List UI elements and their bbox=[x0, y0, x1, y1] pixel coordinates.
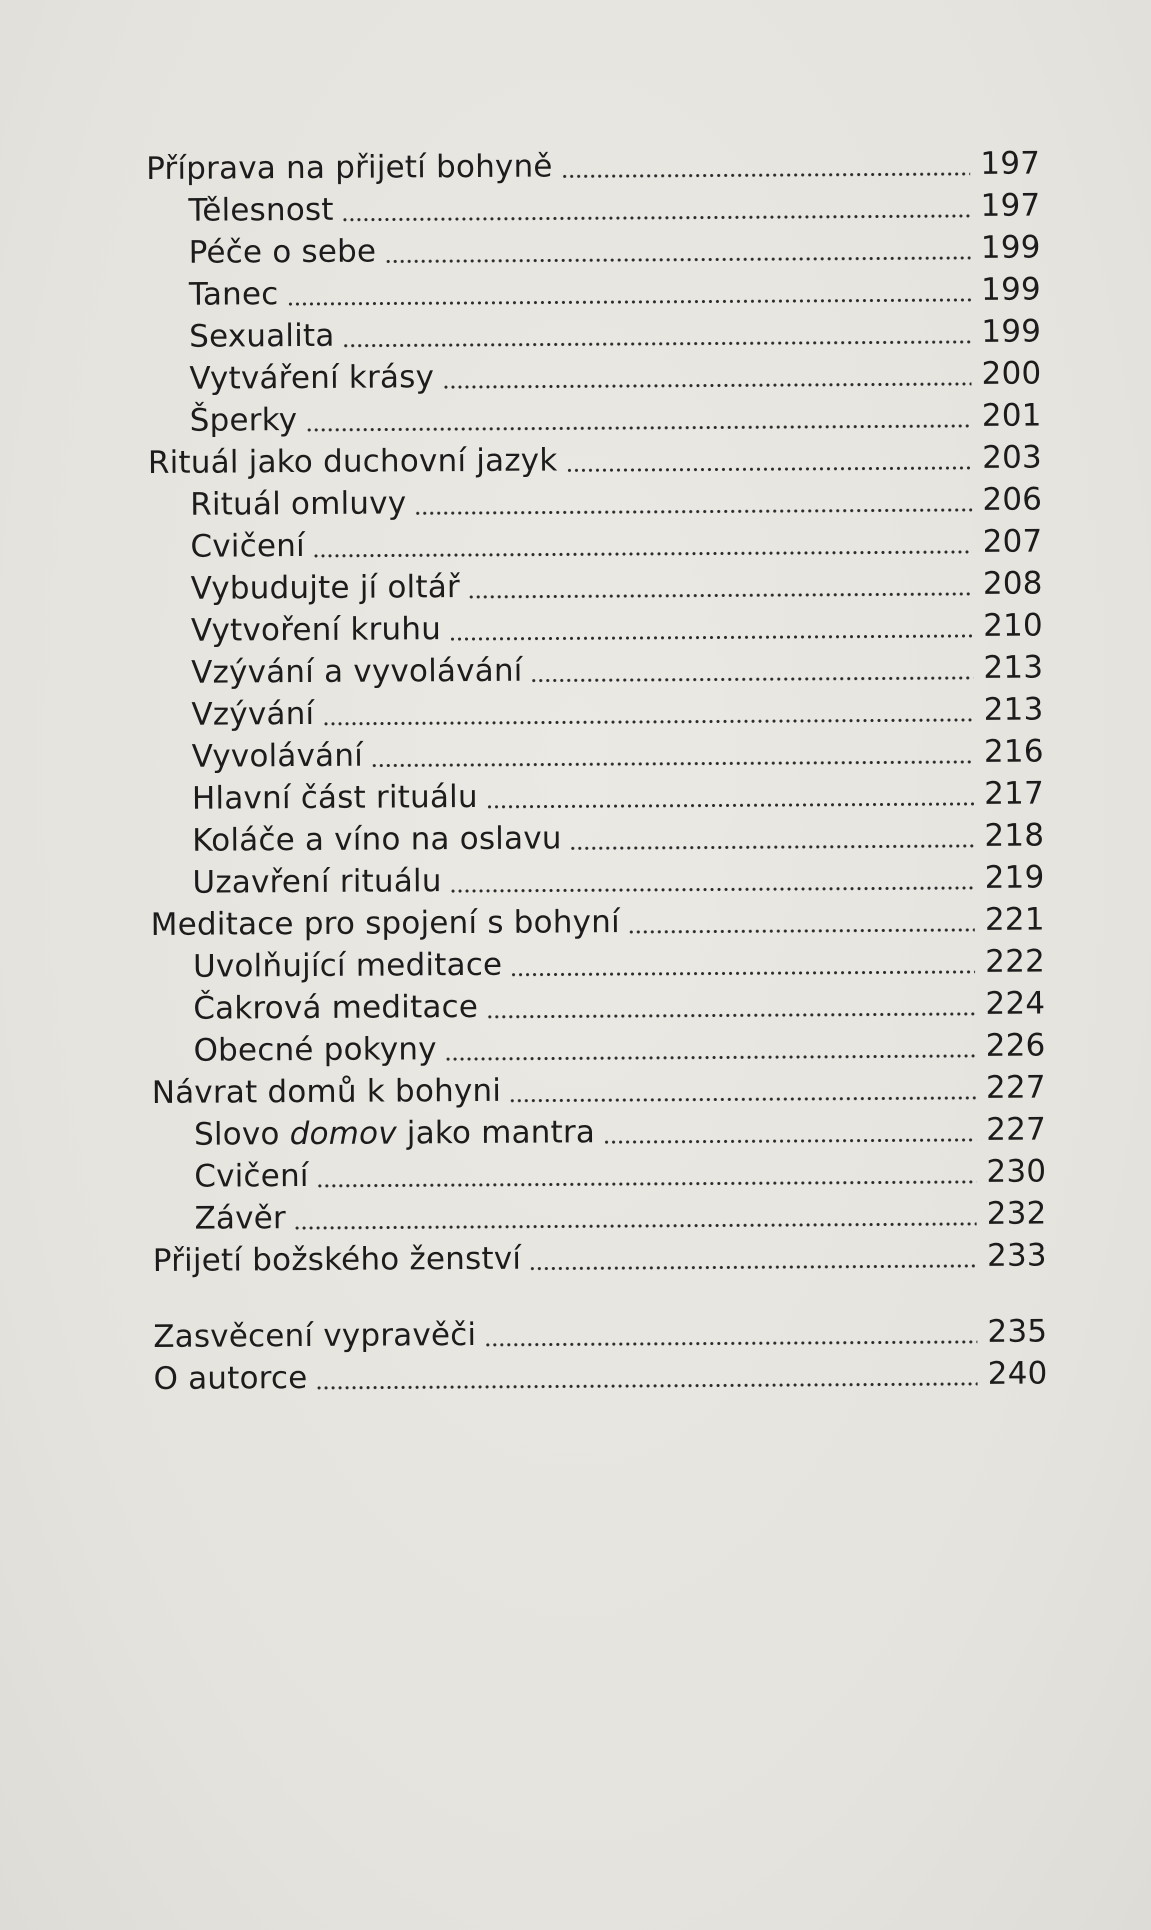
toc-entry-title: Péče o sebe bbox=[188, 233, 377, 271]
toc-entry-page: 210 bbox=[983, 607, 1044, 644]
dot-leader bbox=[570, 844, 975, 850]
toc-entry-title: Návrat domů k bohyni bbox=[151, 1072, 502, 1111]
toc-entry-title: Koláče a víno na oslavu bbox=[192, 820, 562, 859]
toc-entry-page: 218 bbox=[984, 817, 1045, 854]
toc-entry-title: Příprava na přijetí bohyně bbox=[146, 148, 553, 187]
toc-entry-page: 213 bbox=[983, 691, 1044, 728]
table-of-contents bbox=[140, 143, 1048, 1400]
toc-entry-page: 201 bbox=[981, 397, 1042, 434]
toc-entry-title: Tělesnost bbox=[188, 191, 334, 229]
toc-entry-title: Sexualita bbox=[189, 317, 335, 355]
toc-entry-page: 230 bbox=[986, 1153, 1047, 1190]
toc-entry bbox=[141, 227, 1041, 274]
toc-entry-title-emphasis: domov bbox=[289, 1115, 397, 1153]
toc-entry-page: 232 bbox=[986, 1195, 1047, 1232]
toc-entry-title: O autorce bbox=[153, 1360, 308, 1397]
dot-leader bbox=[529, 1264, 977, 1271]
toc-entry-title: Zasvěcení vypravěči bbox=[153, 1316, 477, 1355]
toc-entry-title: Rituál omluvy bbox=[190, 485, 407, 523]
toc-entry-page: 224 bbox=[985, 985, 1046, 1022]
toc-entry-page: 199 bbox=[980, 271, 1041, 308]
toc-entry-title: Vzývání a vyvolávání bbox=[191, 652, 523, 691]
toc-entry bbox=[145, 940, 1045, 987]
dot-leader bbox=[445, 1054, 976, 1061]
toc-entry bbox=[147, 1310, 1047, 1357]
toc-entry bbox=[141, 352, 1041, 399]
toc-entry-page: 233 bbox=[986, 1237, 1047, 1274]
toc-entry bbox=[145, 898, 1045, 945]
toc-entry-page: 227 bbox=[985, 1069, 1046, 1106]
dot-leader bbox=[317, 1180, 977, 1188]
dot-leader bbox=[561, 172, 970, 179]
dot-leader bbox=[294, 1222, 977, 1230]
toc-entry-title: Vzývání bbox=[191, 695, 315, 733]
toc-entry-title: Uzavření rituálu bbox=[192, 863, 442, 901]
dot-leader bbox=[486, 1012, 975, 1019]
toc-entry bbox=[144, 772, 1044, 819]
dot-leader bbox=[449, 634, 973, 641]
dot-leader bbox=[603, 1138, 976, 1144]
toc-entry-title: Meditace pro spojení s bohyní bbox=[150, 904, 620, 943]
toc-entry-page: 240 bbox=[987, 1355, 1048, 1392]
toc-entry bbox=[142, 394, 1042, 441]
toc-entry bbox=[146, 1066, 1046, 1113]
toc-entry-title: Obecné pokyny bbox=[193, 1031, 437, 1069]
dot-leader bbox=[531, 676, 974, 683]
toc-entry bbox=[141, 268, 1041, 315]
toc-entry-page: 219 bbox=[984, 859, 1045, 896]
dot-leader bbox=[287, 298, 971, 306]
toc-entry-title: Vytvoření kruhu bbox=[190, 611, 442, 649]
toc-entry-title: Hlavní část rituálu bbox=[191, 778, 478, 817]
toc-entry bbox=[142, 436, 1042, 483]
toc-entry bbox=[143, 562, 1043, 609]
toc-entry-title-part: Slovo bbox=[193, 1116, 290, 1153]
toc-entry-page: 235 bbox=[987, 1313, 1048, 1350]
toc-entry-page: 208 bbox=[982, 565, 1043, 602]
toc-entry-title-part: jako mantra bbox=[396, 1114, 596, 1152]
dot-leader bbox=[565, 466, 971, 472]
dot-leader bbox=[468, 592, 973, 599]
toc-entry bbox=[142, 478, 1042, 525]
toc-entry bbox=[143, 604, 1043, 651]
dot-leader bbox=[313, 550, 973, 558]
toc-entry-page: 213 bbox=[983, 649, 1044, 686]
toc-entry-page: 203 bbox=[982, 439, 1043, 476]
toc-entry-title: Cvičení bbox=[190, 528, 305, 565]
dot-leader bbox=[384, 256, 970, 264]
toc-entry-page: 197 bbox=[980, 145, 1041, 182]
toc-entry-title: Tanec bbox=[188, 276, 279, 313]
dot-leader bbox=[371, 760, 974, 768]
toc-entry bbox=[144, 814, 1044, 861]
toc-entry bbox=[144, 730, 1044, 777]
toc-entry bbox=[145, 982, 1045, 1029]
dot-leader bbox=[450, 886, 975, 893]
toc-entry-page: 206 bbox=[982, 481, 1043, 518]
toc-entry-page: 216 bbox=[983, 733, 1044, 770]
toc-entry bbox=[143, 688, 1043, 735]
toc-entry-page: 207 bbox=[982, 523, 1043, 560]
toc-entry-page: 199 bbox=[980, 229, 1041, 266]
toc-entry bbox=[144, 856, 1044, 903]
toc-entry bbox=[147, 1352, 1047, 1399]
toc-entry bbox=[146, 1108, 1046, 1155]
dot-leader bbox=[322, 718, 973, 726]
toc-entry-page: 221 bbox=[984, 901, 1045, 938]
dot-leader bbox=[510, 970, 975, 977]
toc-entry bbox=[146, 1150, 1046, 1197]
dot-leader bbox=[442, 382, 971, 389]
dot-leader bbox=[316, 1382, 978, 1390]
toc-entry-title: Závěr bbox=[194, 1200, 287, 1237]
toc-entry-title: Přijetí božského ženství bbox=[152, 1240, 522, 1279]
dot-leader bbox=[342, 214, 971, 222]
toc-entry-title: Čakrová meditace bbox=[193, 988, 479, 1027]
toc-entry-title: Rituál jako duchovní jazyk bbox=[147, 442, 558, 481]
toc-entry-title: Cvičení bbox=[194, 1157, 309, 1195]
dot-leader bbox=[484, 1340, 977, 1347]
toc-entry-title: Vybudujte jí oltář bbox=[190, 569, 461, 607]
dot-leader bbox=[343, 340, 972, 348]
toc-entry-page: 222 bbox=[985, 943, 1046, 980]
dot-leader bbox=[486, 802, 974, 809]
dot-leader bbox=[509, 1096, 976, 1103]
toc-entry bbox=[143, 646, 1043, 693]
toc-entry-page: 199 bbox=[981, 313, 1042, 350]
toc-entry-title: Uvolňující meditace bbox=[192, 946, 503, 985]
toc-entry bbox=[145, 1024, 1045, 1071]
toc-entry-page: 200 bbox=[981, 355, 1042, 392]
dot-leader bbox=[305, 424, 971, 432]
toc-entry-page: 197 bbox=[980, 187, 1041, 224]
toc-entry bbox=[142, 520, 1042, 567]
toc-entry bbox=[147, 1234, 1047, 1281]
toc-entry-title: Vyvolávání bbox=[191, 737, 364, 775]
toc-entry-page: 227 bbox=[986, 1111, 1047, 1148]
toc-entry-title bbox=[194, 1111, 595, 1155]
toc-entry-title: Šperky bbox=[189, 402, 298, 439]
toc-entry-title: Vytváření krásy bbox=[189, 359, 435, 397]
toc-entry bbox=[140, 185, 1040, 232]
dot-leader bbox=[414, 508, 972, 515]
toc-entry bbox=[146, 1192, 1046, 1239]
toc-entry-page: 226 bbox=[985, 1027, 1046, 1064]
dot-leader bbox=[628, 928, 975, 934]
toc-entry bbox=[140, 143, 1040, 190]
toc-entry bbox=[141, 310, 1041, 357]
toc-entry-page: 217 bbox=[984, 775, 1045, 812]
